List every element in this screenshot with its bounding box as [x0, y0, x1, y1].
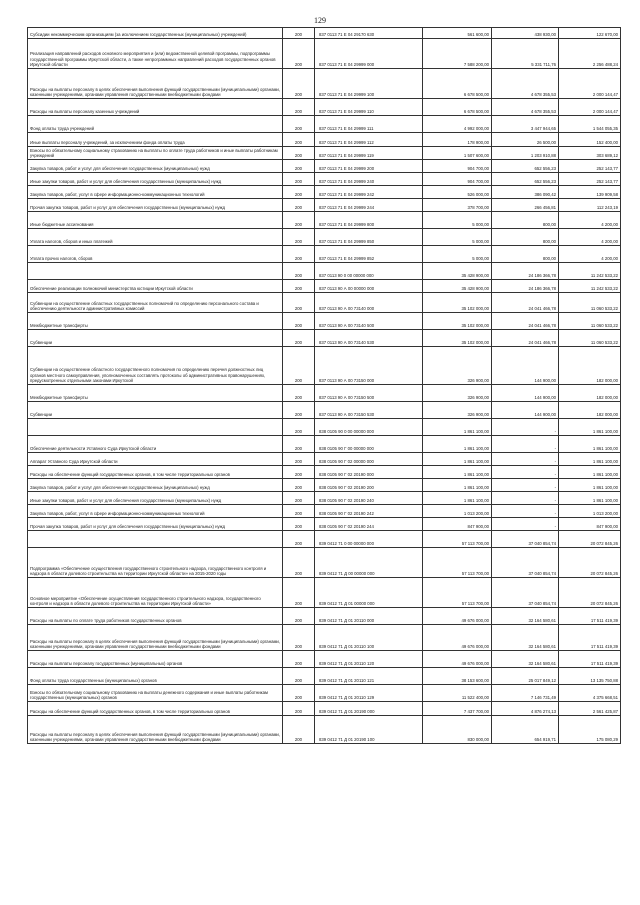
row-classifier-cell: 837 0113 71 Е 04 29999 000: [315, 39, 423, 69]
row-name-cell: Расходы на выплаты персоналу государственных (муниципальных) органов: [28, 651, 283, 668]
row-approved-cell: 7 437 700,00: [423, 702, 492, 716]
row-executed-cell: 24 186 366,78: [492, 263, 559, 280]
row-code-cell: 200: [283, 453, 315, 466]
row-classifier-cell: 837 0113 90 А 00 73150 000: [315, 347, 423, 385]
row-classifier-cell: 837 0113 90 А 00 73140 500: [315, 313, 423, 330]
row-approved-cell: 49 676 000,00: [423, 651, 492, 668]
row-approved-cell: 904 700,00: [423, 173, 492, 186]
row-unexecuted-cell: 175 080,29: [559, 716, 621, 744]
row-name-cell: Расходы на выплаты по оплате труда работников государственных органов: [28, 608, 283, 625]
table-row: [28, 436, 621, 453]
row-approved-cell: 904 700,00: [423, 160, 492, 173]
row-unexecuted-cell: 11 060 533,22: [559, 313, 621, 330]
row-approved-cell: 5 000,00: [423, 229, 492, 246]
row-unexecuted-cell: 252 143,77: [559, 173, 621, 186]
row-unexecuted-cell: 152 400,00: [559, 133, 621, 147]
row-unexecuted-cell: 182 000,00: [559, 347, 621, 385]
row-unexecuted-cell: 17 511 419,39: [559, 625, 621, 651]
row-classifier-cell: 838 0105 90 Г 02 20190 242: [315, 505, 423, 518]
row-unexecuted-cell: 1 861 100,00: [559, 436, 621, 453]
row-unexecuted-cell: 182 000,00: [559, 402, 621, 419]
row-unexecuted-cell: 112 243,19: [559, 199, 621, 212]
row-approved-cell: 561 600,00: [423, 28, 492, 39]
row-name-cell: Обеспечение деятельности Уставного Суда Иркутской области: [28, 436, 283, 453]
row-approved-cell: 35 428 900,00: [423, 263, 492, 280]
row-code-cell: 200: [283, 385, 315, 402]
row-approved-cell: 35 428 900,00: [423, 280, 492, 293]
row-code-cell: 200: [283, 280, 315, 293]
row-name-cell: Прочая закупка товаров, работ и услуг для обеспечения государственных (муниципальных) нужд: [28, 199, 283, 212]
row-code-cell: 200: [283, 466, 315, 479]
row-classifier-cell: 838 0105 90 Г 02 20190 240: [315, 492, 423, 505]
row-approved-cell: 830 000,00: [423, 716, 492, 744]
row-name-cell: [28, 419, 283, 436]
row-unexecuted-cell: 4 200,00: [559, 229, 621, 246]
row-approved-cell: 847 900,00: [423, 518, 492, 531]
row-executed-cell: 800,00: [492, 246, 559, 263]
row-code-cell: 200: [283, 402, 315, 419]
row-name-cell: Иные закупки товаров, работ и услуг для обеспечения государственных (муниципальных) нужд: [28, 492, 283, 505]
row-approved-cell: 4 992 000,00: [423, 116, 492, 133]
row-executed-cell: 800,00: [492, 229, 559, 246]
table-row: [28, 625, 621, 651]
row-name-cell: Субвенции на осуществление областного государственного полномочия по определению перечня должностных лиц органов местного самоуправления, уполномоченных составлять протоколы об административных правонарушениях, предусмотренных отдельными законами Иркутской: [28, 347, 283, 385]
row-classifier-cell: 837 0113 71 Е 04 29999 850: [315, 229, 423, 246]
row-executed-cell: 37 040 854,74: [492, 548, 559, 578]
row-executed-cell: 3 447 944,65: [492, 116, 559, 133]
row-unexecuted-cell: 20 072 845,26: [559, 578, 621, 608]
table-row: [28, 716, 621, 744]
row-code-cell: 200: [283, 347, 315, 385]
row-name-cell: Расходы на выплаты персоналу казенных учреждений: [28, 99, 283, 116]
row-executed-cell: 37 040 854,74: [492, 531, 559, 548]
row-classifier-cell: 839 0412 71 Д 01 20110 129: [315, 685, 423, 702]
row-name-cell: Закупка товаров, работ и услуг для обеспечения государственных (муниципальных) нужд: [28, 479, 283, 492]
row-code-cell: 200: [283, 608, 315, 625]
row-code-cell: 200: [283, 116, 315, 133]
row-name-cell: Расходы на обеспечение функций государственных органов, в том числе территориальных органов: [28, 702, 283, 716]
row-code-cell: 200: [283, 69, 315, 99]
table-row: [28, 99, 621, 116]
row-classifier-cell: 838 0105 90 Г 02 20190 000: [315, 466, 423, 479]
row-unexecuted-cell: 11 060 533,22: [559, 293, 621, 313]
row-executed-cell: 386 090,42: [492, 186, 559, 199]
row-classifier-cell: 837 0113 71 Е 04 29999 244: [315, 199, 423, 212]
row-code-cell: 200: [283, 133, 315, 147]
row-classifier-cell: 837 0113 71 Е 04 29170 630: [315, 28, 423, 39]
row-classifier-cell: 837 0113 90 0 00 00000 000: [315, 263, 423, 280]
row-approved-cell: 49 676 000,00: [423, 608, 492, 625]
row-classifier-cell: 837 0113 71 Е 04 29999 111: [315, 116, 423, 133]
table-row: [28, 212, 621, 229]
row-unexecuted-cell: 20 072 845,26: [559, 531, 621, 548]
table-row: [28, 492, 621, 505]
table-row: [28, 548, 621, 578]
row-code-cell: 200: [283, 492, 315, 505]
row-code-cell: 200: [283, 263, 315, 280]
row-code-cell: 200: [283, 173, 315, 186]
row-executed-cell: 4 678 355,53: [492, 99, 559, 116]
row-unexecuted-cell: 17 511 419,39: [559, 651, 621, 668]
row-executed-cell: -: [492, 453, 559, 466]
table-row: [28, 505, 621, 518]
row-classifier-cell: 837 0113 71 Е 04 29999 242: [315, 186, 423, 199]
row-unexecuted-cell: 20 072 845,26: [559, 548, 621, 578]
row-classifier-cell: 837 0113 71 Е 04 29999 110: [315, 99, 423, 116]
row-executed-cell: 654 919,71: [492, 716, 559, 744]
row-approved-cell: 6 678 500,00: [423, 69, 492, 99]
row-code-cell: 200: [283, 186, 315, 199]
row-unexecuted-cell: 17 511 419,39: [559, 608, 621, 625]
row-unexecuted-cell: 2 561 425,87: [559, 702, 621, 716]
row-approved-cell: 326 900,00: [423, 385, 492, 402]
row-executed-cell: 32 164 580,61: [492, 625, 559, 651]
row-name-cell: Иные бюджетные ассигнования: [28, 212, 283, 229]
row-unexecuted-cell: 1 861 100,00: [559, 492, 621, 505]
row-approved-cell: 1 507 600,00: [423, 147, 492, 160]
row-unexecuted-cell: 11 242 533,22: [559, 280, 621, 293]
row-approved-cell: 57 113 700,00: [423, 531, 492, 548]
row-name-cell: Межбюджетные трансферты: [28, 385, 283, 402]
row-name-cell: Субвенции на осуществление областных государственных полномочий по определению персонального состава и обеспечению деятельности административных комиссий: [28, 293, 283, 313]
row-classifier-cell: 837 0113 71 Е 04 29999 800: [315, 212, 423, 229]
table-row: [28, 160, 621, 173]
row-code-cell: 200: [283, 479, 315, 492]
row-executed-cell: 144 900,00: [492, 347, 559, 385]
table-row: [28, 116, 621, 133]
table-row: [28, 685, 621, 702]
row-code-cell: 200: [283, 578, 315, 608]
row-classifier-cell: 839 0412 71 Д 01 00000 000: [315, 578, 423, 608]
row-unexecuted-cell: 2 000 144,47: [559, 69, 621, 99]
row-name-cell: Обеспечение реализации полномочий министерства юстиции Иркутской области: [28, 280, 283, 293]
row-code-cell: 200: [283, 160, 315, 173]
row-approved-cell: 378 700,00: [423, 199, 492, 212]
row-approved-cell: 1 861 100,00: [423, 453, 492, 466]
row-classifier-cell: 839 0412 71 Д 01 20190 100: [315, 716, 423, 744]
row-code-cell: 200: [283, 229, 315, 246]
row-code-cell: 200: [283, 99, 315, 116]
row-code-cell: 200: [283, 293, 315, 313]
row-executed-cell: -: [492, 479, 559, 492]
row-unexecuted-cell: 4 200,00: [559, 246, 621, 263]
row-code-cell: 200: [283, 199, 315, 212]
row-code-cell: 200: [283, 702, 315, 716]
row-code-cell: 200: [283, 518, 315, 531]
row-classifier-cell: 838 0105 90 0 00 00000 000: [315, 419, 423, 436]
row-name-cell: Аппарат Уставного Суда Иркутской области: [28, 453, 283, 466]
row-classifier-cell: 839 0412 71 Д 01 20110 000: [315, 608, 423, 625]
row-name-cell: Субвенции: [28, 402, 283, 419]
row-unexecuted-cell: 182 000,00: [559, 385, 621, 402]
row-unexecuted-cell: 1 544 055,35: [559, 116, 621, 133]
row-name-cell: Прочая закупка товаров, работ и услуг для обеспечения государственных (муниципальных) нужд: [28, 518, 283, 531]
row-approved-cell: 326 900,00: [423, 347, 492, 385]
row-approved-cell: 49 676 000,00: [423, 625, 492, 651]
row-classifier-cell: 838 0105 90 Г 02 20190 244: [315, 518, 423, 531]
row-classifier-cell: 838 0105 90 Г 00 00000 000: [315, 436, 423, 453]
row-name-cell: Иные выплаты персоналу учреждений, за исключением фонда оплаты труда: [28, 133, 283, 147]
row-approved-cell: 1 861 100,00: [423, 466, 492, 479]
row-classifier-cell: 839 0412 71 Д 01 20110 100: [315, 625, 423, 651]
row-approved-cell: 1 861 100,00: [423, 419, 492, 436]
table-row: [28, 39, 621, 69]
row-executed-cell: 266 456,81: [492, 199, 559, 212]
row-classifier-cell: 838 0105 90 Г 02 00000 000: [315, 453, 423, 466]
row-approved-cell: 6 678 500,00: [423, 99, 492, 116]
row-name-cell: Уплата прочих налогов, сборов: [28, 246, 283, 263]
row-classifier-cell: 837 0113 90 А 00 73140 530: [315, 330, 423, 347]
row-approved-cell: 326 900,00: [423, 402, 492, 419]
table-row: [28, 330, 621, 347]
row-name-cell: Взносы по обязательному социальному страхованию на выплаты денежного содержания и иные выплаты работникам государственных (муниципальных) органов: [28, 685, 283, 702]
row-classifier-cell: 837 0113 71 Е 04 29999 112: [315, 133, 423, 147]
row-approved-cell: 35 102 000,00: [423, 330, 492, 347]
table-row: [28, 702, 621, 716]
row-name-cell: Фонд оплаты труда государственных (муниципальных) органов: [28, 668, 283, 685]
row-code-cell: 200: [283, 716, 315, 744]
table-row: [28, 479, 621, 492]
row-unexecuted-cell: 2 256 488,24: [559, 39, 621, 69]
row-executed-cell: 25 017 849,12: [492, 668, 559, 685]
row-executed-cell: -: [492, 505, 559, 518]
row-classifier-cell: 839 0412 71 0 00 00000 000: [315, 531, 423, 548]
row-code-cell: 200: [283, 531, 315, 548]
row-unexecuted-cell: 4 200,00: [559, 212, 621, 229]
row-executed-cell: 7 146 731,49: [492, 685, 559, 702]
table-row: [28, 402, 621, 419]
row-approved-cell: 178 900,00: [423, 133, 492, 147]
row-approved-cell: 57 113 700,00: [423, 548, 492, 578]
row-executed-cell: -: [492, 518, 559, 531]
row-code-cell: 200: [283, 330, 315, 347]
row-executed-cell: 5 331 711,76: [492, 39, 559, 69]
row-code-cell: 200: [283, 246, 315, 263]
row-name-cell: Расходы на обеспечение функций государственных органов, в том числе территориальных органов: [28, 466, 283, 479]
row-executed-cell: 32 164 580,61: [492, 608, 559, 625]
row-executed-cell: 37 040 854,74: [492, 578, 559, 608]
table-row: [28, 419, 621, 436]
row-executed-cell: 1 203 910,88: [492, 147, 559, 160]
row-approved-cell: 1 861 100,00: [423, 492, 492, 505]
row-name-cell: Закупка товаров, работ и услуг для обеспечения государственных (муниципальных) нужд: [28, 160, 283, 173]
row-executed-cell: 24 186 366,78: [492, 280, 559, 293]
row-code-cell: 200: [283, 685, 315, 702]
table-row: [28, 293, 621, 313]
row-classifier-cell: 837 0113 90 А 00 73150 500: [315, 385, 423, 402]
row-executed-cell: 32 164 580,61: [492, 651, 559, 668]
row-code-cell: 200: [283, 651, 315, 668]
row-approved-cell: 11 522 400,00: [423, 685, 492, 702]
row-unexecuted-cell: 303 689,12: [559, 147, 621, 160]
row-name-cell: [28, 263, 283, 280]
row-executed-cell: -: [492, 492, 559, 505]
row-name-cell: Закупка товаров, работ, услуг в сфере информационно-коммуникационных технологий: [28, 186, 283, 199]
row-code-cell: 200: [283, 505, 315, 518]
row-classifier-cell: 839 0412 71 Д 01 20190 000: [315, 702, 423, 716]
table-row: [28, 313, 621, 330]
row-unexecuted-cell: 1 861 100,00: [559, 419, 621, 436]
row-executed-cell: -: [492, 466, 559, 479]
row-approved-cell: 7 588 200,00: [423, 39, 492, 69]
row-executed-cell: 144 900,00: [492, 385, 559, 402]
row-classifier-cell: 837 0113 90 А 00 00000 000: [315, 280, 423, 293]
row-executed-cell: 800,00: [492, 212, 559, 229]
row-unexecuted-cell: 1 861 100,00: [559, 479, 621, 492]
row-executed-cell: 144 900,00: [492, 402, 559, 419]
row-approved-cell: 35 102 000,00: [423, 293, 492, 313]
row-executed-cell: 4 876 274,13: [492, 702, 559, 716]
table-row: [28, 466, 621, 479]
row-name-cell: Закупка товаров, работ, услуг в сфере информационно-коммуникационных технологий: [28, 505, 283, 518]
row-name-cell: Расходы на выплаты персоналу в целях обеспечения выполнения функций государственными (муниципальными) органами, казенными учреждениями, органами управления государственными внебюджетными фондами: [28, 716, 283, 744]
row-name-cell: [28, 531, 283, 548]
row-classifier-cell: 839 0412 71 Д 00 00000 000: [315, 548, 423, 578]
table-row: [28, 69, 621, 99]
row-approved-cell: 5 000,00: [423, 246, 492, 263]
row-unexecuted-cell: 1 861 100,00: [559, 466, 621, 479]
row-executed-cell: 438 930,00: [492, 28, 559, 39]
row-code-cell: 200: [283, 668, 315, 685]
row-code-cell: 200: [283, 313, 315, 330]
row-approved-cell: 1 013 200,00: [423, 505, 492, 518]
row-code-cell: 200: [283, 39, 315, 69]
row-approved-cell: 526 000,00: [423, 186, 492, 199]
row-approved-cell: 5 000,00: [423, 212, 492, 229]
table-row: [28, 147, 621, 160]
row-unexecuted-cell: 847 900,00: [559, 518, 621, 531]
table-row: [28, 578, 621, 608]
row-classifier-cell: 837 0113 90 А 00 73140 000: [315, 293, 423, 313]
budget-execution-table: [27, 27, 621, 744]
row-approved-cell: 57 113 700,00: [423, 578, 492, 608]
row-classifier-cell: 837 0113 90 А 00 73150 530: [315, 402, 423, 419]
row-approved-cell: 1 861 100,00: [423, 479, 492, 492]
row-unexecuted-cell: 2 000 144,47: [559, 99, 621, 116]
row-executed-cell: -: [492, 436, 559, 453]
row-code-cell: 200: [283, 212, 315, 229]
row-unexecuted-cell: 122 670,00: [559, 28, 621, 39]
row-executed-cell: 26 500,00: [492, 133, 559, 147]
row-name-cell: Фонд оплаты труда учреждений: [28, 116, 283, 133]
row-executed-cell: 24 041 466,78: [492, 330, 559, 347]
row-code-cell: 200: [283, 625, 315, 651]
row-classifier-cell: 837 0113 71 Е 04 29999 240: [315, 173, 423, 186]
row-unexecuted-cell: 13 135 750,88: [559, 668, 621, 685]
row-classifier-cell: 839 0412 71 Д 01 20110 120: [315, 651, 423, 668]
row-executed-cell: -: [492, 419, 559, 436]
table-row: [28, 347, 621, 385]
row-code-cell: 200: [283, 419, 315, 436]
table-row: [28, 608, 621, 625]
row-name-cell: Субвенции: [28, 330, 283, 347]
row-classifier-cell: 837 0113 71 Е 04 29999 200: [315, 160, 423, 173]
row-executed-cell: 24 041 466,78: [492, 313, 559, 330]
row-unexecuted-cell: 4 375 668,51: [559, 685, 621, 702]
table-row: [28, 173, 621, 186]
row-executed-cell: 652 556,23: [492, 173, 559, 186]
row-classifier-cell: 837 0113 71 Е 04 29999 100: [315, 69, 423, 99]
table-row: [28, 186, 621, 199]
table-row: [28, 651, 621, 668]
row-code-cell: 200: [283, 548, 315, 578]
row-approved-cell: 35 102 000,00: [423, 313, 492, 330]
row-unexecuted-cell: 1 861 100,00: [559, 453, 621, 466]
table-row: [28, 199, 621, 212]
row-executed-cell: 24 041 466,78: [492, 293, 559, 313]
row-classifier-cell: 837 0113 71 Е 04 29999 119: [315, 147, 423, 160]
row-name-cell: Расходы на выплаты персоналу в целях обеспечения выполнения функций государственными (муниципальными) органами, казенными учреждениями, органами управления государственными внебюджетными фондами: [28, 625, 283, 651]
row-name-cell: Расходы на выплаты персоналу в целях обеспечения выполнения функций государственными (муниципальными) органами, казенными учреждениями, органами управления государственными внебюджетными фондами: [28, 69, 283, 99]
table-row: [28, 668, 621, 685]
table-row: [28, 133, 621, 147]
row-unexecuted-cell: 252 143,77: [559, 160, 621, 173]
table-row: [28, 28, 621, 39]
table-row: [28, 280, 621, 293]
row-name-cell: Основное мероприятие «Обеспечение осуществления государственного строительного надзора, государственного контроля и надзора в области долевого строительства на территории Иркутской области»: [28, 578, 283, 608]
row-executed-cell: 652 556,23: [492, 160, 559, 173]
row-approved-cell: 38 153 600,00: [423, 668, 492, 685]
row-executed-cell: 4 678 355,53: [492, 69, 559, 99]
row-classifier-cell: 838 0105 90 Г 02 20190 200: [315, 479, 423, 492]
table-row: [28, 453, 621, 466]
table-row: [28, 518, 621, 531]
table-row: [28, 229, 621, 246]
row-name-cell: Подпрограмма «Обеспечение осуществления государственного строительного надзора, государственного контроля и надзора в области долевого строительства на территории Иркутской области» на 2015-2020 годы: [28, 548, 283, 578]
row-unexecuted-cell: 139 909,58: [559, 186, 621, 199]
row-name-cell: Реализация направлений расходов основного мероприятия и (или) ведомственной целевой программы, подпрограммы государственной программы Иркутской области, а также непрограммных направлений расходов государственных органов Иркутской области: [28, 39, 283, 69]
row-classifier-cell: 839 0412 71 Д 01 20110 121: [315, 668, 423, 685]
row-unexecuted-cell: 11 060 533,22: [559, 330, 621, 347]
row-name-cell: Иные закупки товаров, работ и услуг для обеспечения государственных (муниципальных) нужд: [28, 173, 283, 186]
row-classifier-cell: 837 0113 71 Е 04 29999 852: [315, 246, 423, 263]
row-code-cell: 200: [283, 147, 315, 160]
row-approved-cell: 1 861 100,00: [423, 436, 492, 453]
row-code-cell: 200: [283, 436, 315, 453]
row-unexecuted-cell: 11 242 533,22: [559, 263, 621, 280]
row-name-cell: Уплата налогов, сборов и иных платежей: [28, 229, 283, 246]
page-number: 129: [314, 16, 326, 25]
row-code-cell: 200: [283, 28, 315, 39]
row-unexecuted-cell: 1 013 200,00: [559, 505, 621, 518]
row-name-cell: Межбюджетные трансферты: [28, 313, 283, 330]
table-row: [28, 385, 621, 402]
table-row: [28, 263, 621, 280]
table-row: [28, 246, 621, 263]
row-name-cell: Взносы по обязательному социальному страхованию на выплаты по оплате труда работников и иные выплаты работникам учреждений: [28, 147, 283, 160]
table-row: [28, 531, 621, 548]
row-name-cell: Субсидии некоммерческим организациям (за исключением государственных (муниципальных) учреждений): [28, 28, 283, 39]
